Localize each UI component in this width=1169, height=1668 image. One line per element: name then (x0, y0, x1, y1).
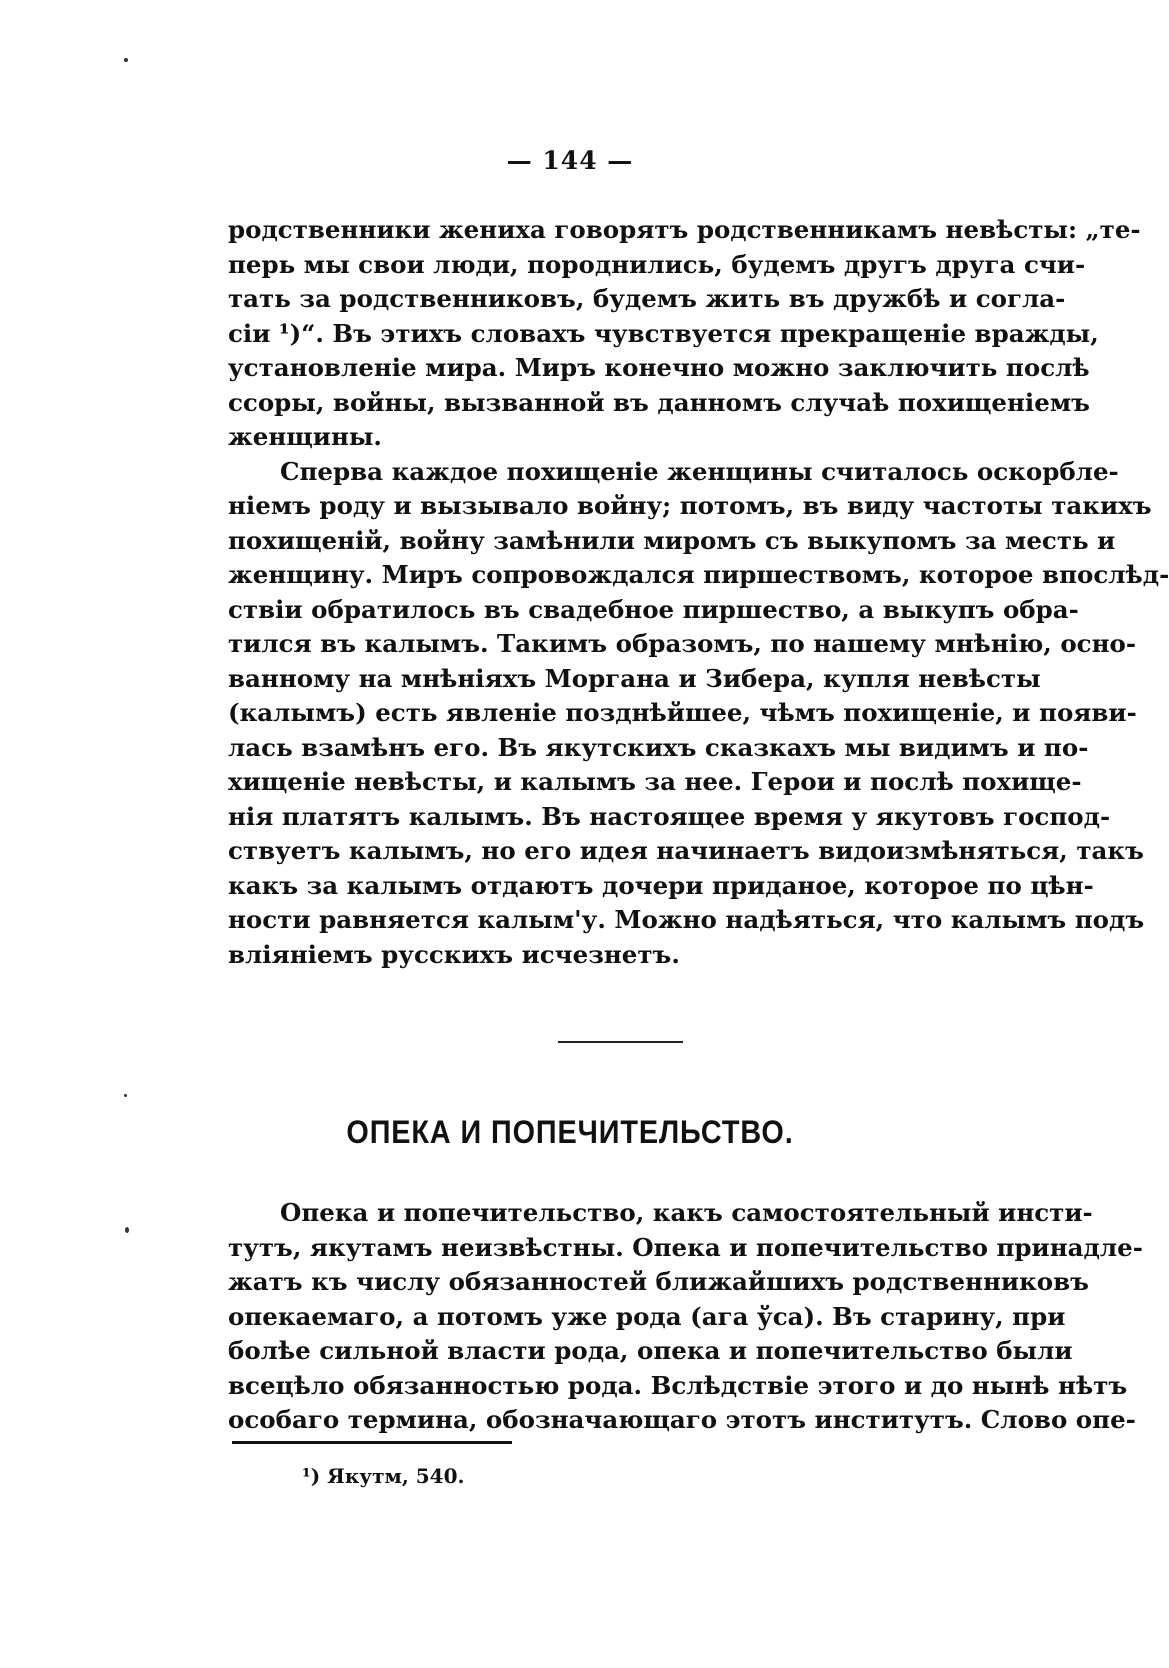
body-text-top (228, 213, 1169, 972)
text-line: ванному на мнѣніяхъ Моргана и Зибера, купля невѣсты (228, 663, 1041, 693)
text-line: Опека и попечительство, какъ самостоятельный инсти- (280, 1198, 1093, 1227)
text-line: установленіе мира. Миръ конечно можно заключить послѣ (228, 353, 1090, 382)
text-line: Сперва каждое похищеніе женщины считалось оскорбле- (280, 456, 1119, 486)
text-line: родственники жениха говорятъ родственникамъ невѣсты: „те- (228, 215, 1141, 244)
section-divider (558, 1041, 683, 1043)
text-line: особаго термина, обозначающаго этотъ институтъ. Слово опе- (228, 1405, 1136, 1434)
text-line: тутъ, якутамъ неизвѣстны. Опека и попечительство принадле- (228, 1232, 1143, 1262)
text-line: ности равняется калым'у. Можно надѣяться, что калымъ подъ (228, 905, 1145, 934)
section-heading: ОПЕКА И ПОПЕЧИТЕЛЬСТВО. (346, 1114, 794, 1150)
scan-speck (124, 58, 128, 62)
text-line: жатъ къ числу обязанностей ближайшихъ родственниковъ (228, 1267, 1089, 1296)
footnote: ¹) Якутм, 540. (302, 1464, 465, 1488)
text-line: женщины. (228, 422, 382, 451)
scan-speck (125, 1227, 129, 1233)
page-number: — 144 — (506, 146, 634, 175)
text-line: ствіи обратилось въ свадебное пиршество, а выкупъ обра- (228, 594, 1079, 624)
text-line: опекаемаго, а потомъ уже рода (ага ўса). Въ старину, при (228, 1301, 1066, 1331)
scan-speck (124, 1094, 127, 1097)
text-line: вліяніемъ русскихъ исчезнетъ. (228, 939, 680, 969)
text-line: (калымъ) есть явленіе позднѣйшее, чѣмъ похищеніе, и появи- (228, 698, 1137, 727)
paragraph-kinship-greeting (228, 213, 1141, 455)
body-text-bottom (228, 1196, 1143, 1438)
text-line: всецѣло обязанностью рода. Вслѣдствіе этого и до нынѣ нѣтъ (228, 1370, 1128, 1400)
text-line: ствуетъ калымъ, но его идея начинаетъ видоизмѣняться, такъ (228, 836, 1144, 865)
text-line: какъ за калымъ отдаютъ дочери приданое, которое по цѣн- (228, 870, 1094, 900)
paragraph-guardianship (228, 1196, 1143, 1438)
text-line: нія платятъ калымъ. Въ настоящее время у якутовъ господ- (228, 801, 1111, 831)
text-line: хищеніе невѣсты, и калымъ за нее. Герои и послѣ похище- (228, 767, 1082, 796)
footnote-rule (232, 1441, 512, 1444)
text-line: сіи ¹)“. Въ этихъ словахъ чувствуется прекращеніе вражды, (228, 318, 1099, 348)
text-line: похищеній, войну замѣнили миромъ съ выкупомъ за месть и (228, 525, 1116, 555)
text-line: тать за родственниковъ, будемъ жить въ дружбѣ и согла- (228, 284, 1066, 313)
text-line: ссоры, войны, вызванной въ данномъ случаѣ похищеніемъ (228, 387, 1090, 417)
paragraph-bride-abduction (228, 455, 1169, 973)
text-line: тился въ калымъ. Такимъ образомъ, по нашему мнѣнію, осно- (228, 629, 1137, 658)
text-line: ніемъ роду и вызывало войну; потомъ, въ виду частоты такихъ (228, 491, 1152, 520)
text-line: болѣе сильной власти рода, опека и попечительство были (228, 1336, 1073, 1365)
text-line: перь мы свои люди, породнились, будемъ другъ друга счи- (228, 249, 1086, 279)
text-line: лась взамѣнъ его. Въ якутскихъ сказкахъ мы видимъ и по- (228, 732, 1089, 762)
text-line: женщину. Миръ сопровождался пиршествомъ, которое впослѣд- (228, 560, 1169, 589)
